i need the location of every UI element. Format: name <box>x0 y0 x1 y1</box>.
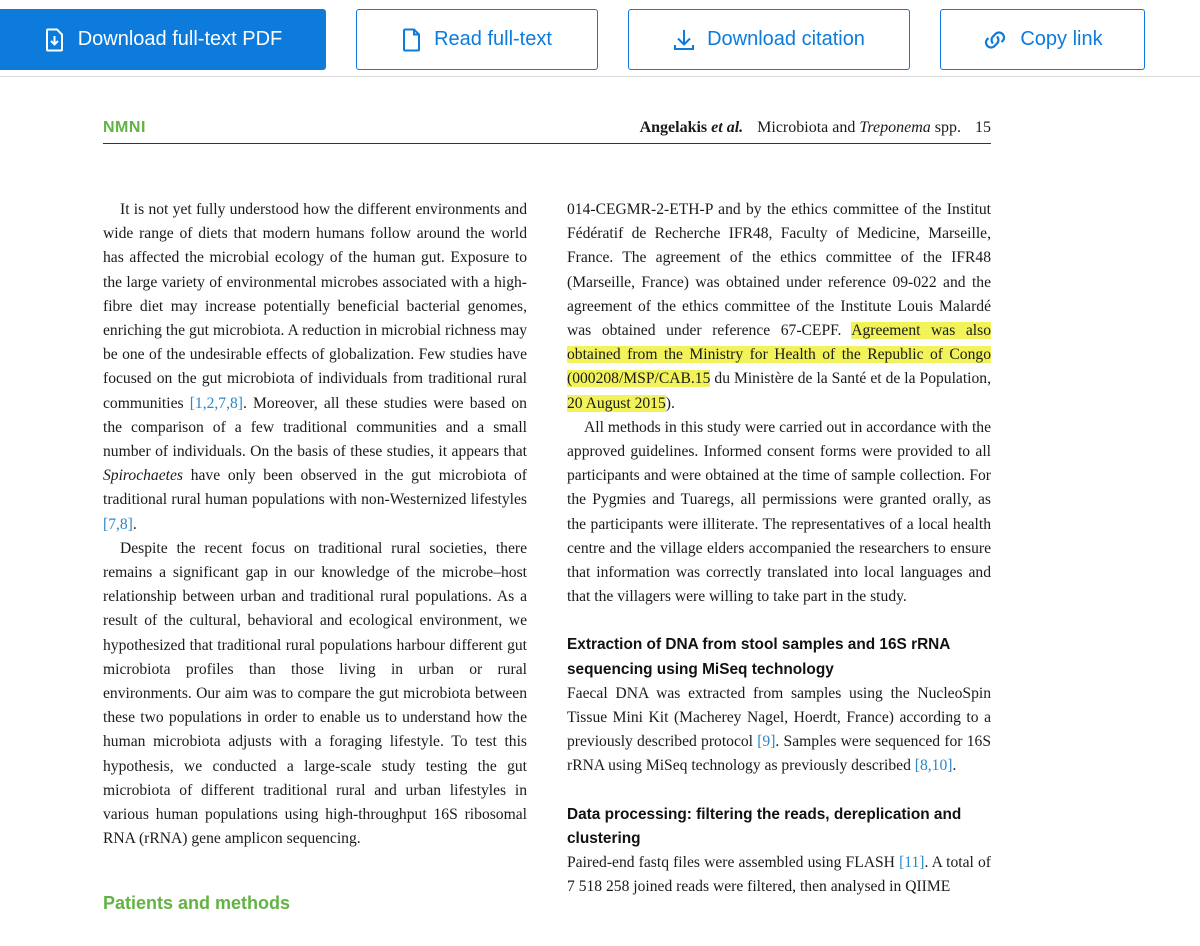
read-full-text-button[interactable] <box>356 9 598 70</box>
running-title-text: Microbiota and Treponema spp. <box>757 119 961 136</box>
data-paragraph: Paired-end fastq files were assembled using FLASH [11]. A total of 7 518 258 joined reads were filtered, then analysed in QIIME <box>567 854 992 896</box>
section-heading: Patients and methods <box>103 893 291 914</box>
right-column <box>567 198 991 899</box>
link-icon <box>982 29 1008 51</box>
running-head <box>103 119 991 144</box>
intro-paragraph-1: It is not yet fully understood how the different environments and wide range of diets that modern humans follow around the world has affected the microbial ecology of the human gut. Exposure to the large variety of environmental microbes associated with a high-fibre diet may increase potentially beneficial bacterial genomes, enriching the gut microbiota. A reduction in microbial richness may be one of the undesirable effects of globalization. Few studies have focused on the gut microbiota of individuals from traditional rural communities [1,2,7,8]. Moreover, all these studies were based on the comparison of a few traditional communities and a small number of individuals. On the basis of these studies, it appears that Spirochaetes have only been observed in the gut microbiota of traditional rural human populations with non-Westernized lifestyles [7,8]. <box>103 201 527 533</box>
subsection-heading-dna: Extraction of DNA from stool samples and 16S rRNA sequencing using MiSeq technology <box>567 636 950 678</box>
read-full-text-label: Read full-text <box>434 28 552 50</box>
document-icon <box>402 28 422 52</box>
methods-paragraph: All methods in this study were carried out in accordance with the approved guidelines. Informed consent forms were provided to all participants and were obtained at the time of sample collection. For the Pygmies and Tuaregs, all permissions were granted orally, as the participants were illiterate. The representatives of a local health centre and the village elders accompanied the researchers to ensure that information was correctly translated into local languages and that the villagers were willing to take part in the study. <box>567 418 991 606</box>
ethics-paragraph: 014-CEGMR-2-ETH-P and by the ethics committee of the Institut Fédératif de Recherche IFR48, Faculty of Medicine, Marseille, France. The agreement of the ethics committee of the IFR48 (Marseille, France) was obtained under reference 09-022 and the agreement of the ethics committee of the Institute Louis Malardé was obtained under reference 67-CEPF. Agreement was also obtained from the Ministry for Health of the Republic of Congo (000208/MSP/CAB.15 du Ministère de la Santé et de la Population, 20 August 2015). <box>567 201 991 412</box>
citation-link[interactable]: [1,2,7,8] <box>189 394 243 412</box>
action-toolbar <box>0 0 1200 77</box>
journal-name: NMNI <box>103 119 146 136</box>
copy-link-button[interactable] <box>940 9 1145 70</box>
intro-paragraph-2: Despite the recent focus on traditional rural societies, there remains a significant gap in our knowledge of the microbe–host relationship between urban and traditional rural populations. As a result of the cultural, behavioral and ecological environment, we hypothesized that traditional rural populations harbour different gut microbiota profiles than those living in urban or rural environments. Our aim was to compare the gut microbiota between these two populations in order to enable us to understand how the human microbiota adjusts with a foraging lifestyle. To test this hypothesis, we conducted a large-scale study testing the gut microbiota of different traditional rural and urban lifestyles in various human populations using high-throughput 16S ribosomal RNA (rRNA) gene amplicon sequencing. <box>103 539 527 848</box>
highlighted-date: 20 August 2015 <box>567 394 666 412</box>
pdf-download-icon <box>44 28 66 52</box>
citation-link[interactable]: [9] <box>757 733 776 751</box>
paper-page <box>0 77 1200 946</box>
dna-paragraph: Faecal DNA was extracted from samples using the NucleoSpin Tissue Mini Kit (Macherey Nagel, Hoerdt, France) according to a previously described protocol [9]. Samples were sequenced for 16S rRNA using MiSeq technology as previously described [8,10]. <box>567 684 991 775</box>
page-number: 15 <box>975 119 991 136</box>
copy-link-label: Copy link <box>1020 28 1103 50</box>
running-title <box>640 119 991 137</box>
download-icon <box>673 28 695 52</box>
download-pdf-button[interactable] <box>0 9 326 70</box>
citation-link[interactable]: [7,8] <box>103 515 133 533</box>
download-citation-button[interactable] <box>628 9 910 70</box>
subsection-heading-data: Data processing: filtering the reads, dereplication and clustering <box>567 805 962 847</box>
highlighted-text: Agreement was also obtained from the Ministry for Health of the Republic of Congo (000208/MSP/CAB.15 <box>567 322 991 388</box>
download-pdf-label: Download full-text PDF <box>77 28 283 50</box>
running-author: Angelakis et al. <box>639 119 744 136</box>
citation-link[interactable]: [8,10] <box>914 757 953 775</box>
download-citation-label: Download citation <box>707 28 865 50</box>
citation-link[interactable]: [11] <box>899 854 925 872</box>
left-column <box>103 198 527 915</box>
